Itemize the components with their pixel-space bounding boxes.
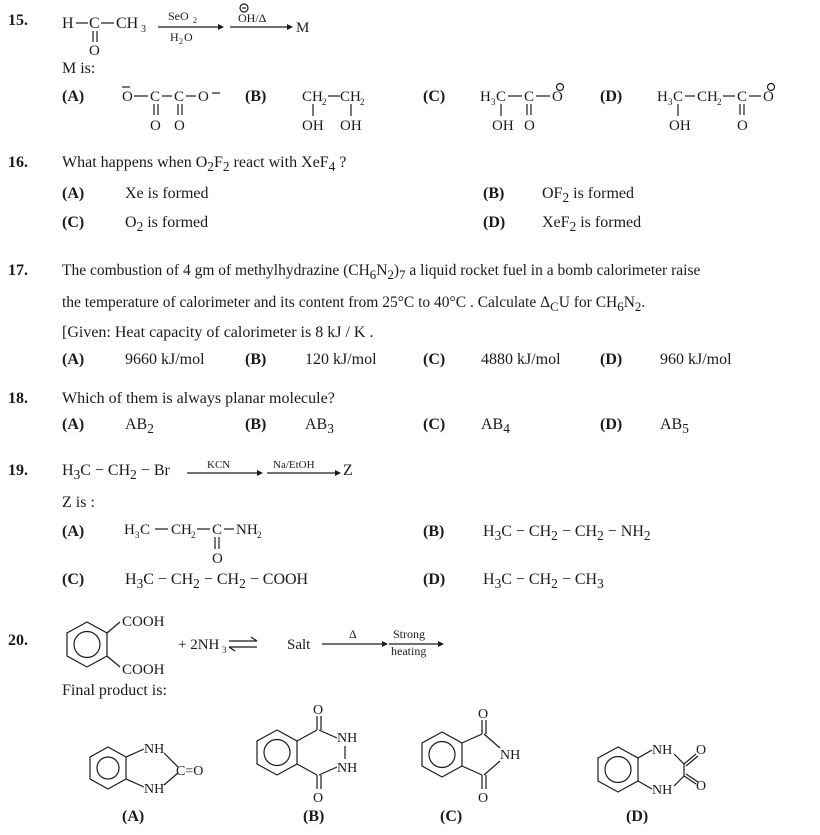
q20-question: Final product is: [62,682,167,699]
q15-option-b-label[interactable]: (B) [245,88,267,105]
q17-line-1: The combustion of 4 gm of methylhydrazine $(CH_6N_2)_7$ a liquid rocket fuel in a bomb calorimeter raise [62,262,701,283]
q16-option-b-text: $OF_2$ is formed [542,185,634,206]
q19-option-c-text: $H_3C - CH_2 - CH_2$ − COOH [125,571,309,592]
q17-option-a-label[interactable]: (A) [62,351,85,368]
q15-product: M [296,20,310,36]
q20-option-a-label[interactable]: (A) [122,808,145,825]
q15-reagent2: OH/Δ [238,11,267,25]
q20-option-b-label[interactable]: (B) [303,808,325,825]
q19-product: Z [343,462,353,479]
q19-reactant: $H_3C - CH_2 - Br$ [62,462,170,483]
q20-option-c-structure [420,707,550,806]
q20-option-c-label[interactable]: (C) [440,808,463,825]
svg-text:O: O [478,707,489,722]
question-number: 18. [8,390,28,407]
svg-text:NH: NH [236,522,258,538]
svg-text:H: H [657,89,668,105]
q18-option-d-text: $AB_5$ [660,416,689,437]
question-number: 19. [8,462,28,479]
svg-text:NH: NH [500,748,521,763]
question-number: 20. [8,632,28,649]
svg-text:O: O [552,89,563,105]
svg-text:O: O [174,118,185,134]
svg-text:O: O [313,703,324,718]
q17-option-b-label[interactable]: (B) [245,351,267,368]
q18-option-c-label[interactable]: (C) [423,416,446,433]
q15-reaction [0,0,820,80]
svg-text:O: O [313,791,324,806]
q20-reaction [0,600,820,680]
svg-text:2: 2 [322,97,327,107]
q19-reagent1: KCN [207,459,231,471]
svg-text:OH: OH [492,118,514,134]
q15-question: M is: [62,60,96,77]
q17-option-b-text: 120 kJ/mol [305,351,377,368]
svg-text:O: O [198,89,209,105]
svg-text:O: O [478,791,489,806]
q20-option-d-structure [596,730,736,805]
q18-option-c-text: $AB_4$ [481,416,510,437]
svg-text:NH: NH [652,783,673,798]
q20-salt: Salt [287,637,311,653]
q19-option-a-structure [122,518,292,568]
svg-text:C=O: C=O [176,764,204,779]
q17-option-a-text: 9660 kJ/mol [125,351,205,368]
svg-text:2: 2 [257,530,262,540]
svg-text:2: 2 [360,97,365,107]
q15-h: H [62,15,74,32]
q15-option-b-structure [300,85,390,135]
q20-cooh-top: COOH [122,614,165,630]
q15-reagent1-bottom-sub: 2 [179,37,183,46]
q17-option-c-text: 4880 kJ/mol [481,351,561,368]
q16-option-a-text: Xe is formed [125,185,209,202]
svg-text:NH: NH [652,743,673,758]
svg-text:NH: NH [337,761,358,776]
svg-text:C: C [524,89,535,105]
svg-text:O: O [696,743,707,758]
q18-option-a-label[interactable]: (A) [62,416,85,433]
q20-arrow1-label: Δ [349,627,357,641]
q15-reagent1-top: SeO [168,9,189,23]
q19-option-d-text: $H_3C - CH_2 - CH_3$ [483,571,604,592]
q16-option-b-label[interactable]: (B) [483,185,505,202]
q15-option-a-structure [110,85,230,135]
svg-text:NH: NH [144,782,165,797]
q18-option-d-label[interactable]: (D) [600,416,623,433]
q20-option-b-structure [255,700,385,805]
svg-text:CH: CH [697,89,718,105]
q16-option-a-label[interactable]: (A) [62,185,85,202]
q15-c: C [89,15,100,32]
q17-given: [Given: Heat capacity of calorimeter is 8 kJ / K . [62,324,374,341]
q16-option-d-text: XeF$_2$ is formed [542,214,642,235]
svg-text:3: 3 [491,97,496,107]
q20-reagent-sub: 3 [222,645,227,655]
svg-text:CH: CH [171,522,192,538]
q20-arrow2-bottom: heating [391,644,427,658]
q20-cooh-bottom: COOH [122,662,165,678]
q17-option-d-text: 960 kJ/mol [660,351,732,368]
q20-reagent: + 2NH [178,637,220,653]
q20-arrow2-top: Strong [393,627,426,641]
question-number: 16. [8,154,28,171]
q16-question: What happens when $O_2F_2$ react with XeF$_4$ ? [62,154,347,175]
q15-ch3-sub: 3 [141,24,146,35]
svg-text:O: O [524,118,535,134]
q15-reagent1-bottom-end: O [184,30,193,44]
svg-text:C: C [150,89,161,105]
svg-text:NH: NH [337,731,358,746]
q18-option-a-text: $AB_2$ [125,416,154,437]
q15-reagent1-top-sub: 2 [193,16,197,25]
svg-text:O: O [150,118,161,134]
q19-arrows [185,455,355,485]
svg-text:OH: OH [669,118,691,134]
q15-option-d-structure [655,85,805,135]
question-number: 17. [8,262,28,279]
q16-option-c-text: $O_2$ is formed [125,214,209,235]
q19-option-b-text: $H_3C - CH_2 - CH_2 - NH_2$ [483,523,651,544]
svg-text:NH: NH [144,742,165,757]
svg-text:C: C [737,89,748,105]
svg-text:OH: OH [340,118,362,134]
svg-text:2: 2 [191,530,196,540]
q19-question: Z is : [62,494,95,511]
q16-option-c-label[interactable]: (C) [62,214,85,231]
q15-option-c-label[interactable]: (C) [423,88,446,105]
q19-option-c-label[interactable]: (C) [62,571,85,588]
q16-option-d-label[interactable]: (D) [483,214,506,231]
q20-option-a-structure [88,735,228,805]
svg-text:O: O [763,89,774,105]
svg-text:H: H [480,89,491,105]
q15-option-d-label[interactable]: (D) [600,88,623,105]
q17-option-d-label[interactable]: (D) [600,351,623,368]
svg-text:O: O [696,779,707,794]
q15-option-a-label[interactable]: (A) [62,88,85,105]
q19-reagent2: Na/EtOH [273,459,315,471]
q19-option-a-label[interactable]: (A) [62,523,85,540]
svg-text:O: O [122,89,133,105]
svg-text:C: C [496,89,507,105]
q18-option-b-label[interactable]: (B) [245,416,267,433]
q18-question: Which of them is always planar molecule? [62,390,335,407]
svg-text:2: 2 [717,97,722,107]
q17-line-2: the temperature of calorimeter and its content from 25°C to 40°C . Calculate $\Delta_CU$ for $CH_6N_2$. [62,294,646,315]
svg-text:CH: CH [340,89,361,105]
q15-option-c-structure [478,85,588,135]
svg-text:C: C [212,522,223,538]
svg-text:O: O [737,118,748,134]
svg-text:O: O [212,551,223,567]
svg-text:OH: OH [302,118,324,134]
question-number: 15. [8,12,28,29]
q15-reagent1-bottom: H [170,30,179,44]
q17-option-c-label[interactable]: (C) [423,351,446,368]
svg-text:3: 3 [135,530,140,540]
q19-option-b-label[interactable]: (B) [423,523,445,540]
q15-ch3: CH [116,15,139,32]
svg-text:C: C [140,522,151,538]
svg-text:H: H [124,522,135,538]
q19-option-d-label[interactable]: (D) [423,571,446,588]
q20-option-d-label[interactable]: (D) [626,808,649,825]
q15-o: O [89,43,100,59]
svg-text:C: C [174,89,185,105]
q18-option-b-text: $AB_3$ [305,416,334,437]
svg-text:CH: CH [302,89,323,105]
svg-text:3: 3 [668,97,673,107]
svg-text:C: C [673,89,684,105]
